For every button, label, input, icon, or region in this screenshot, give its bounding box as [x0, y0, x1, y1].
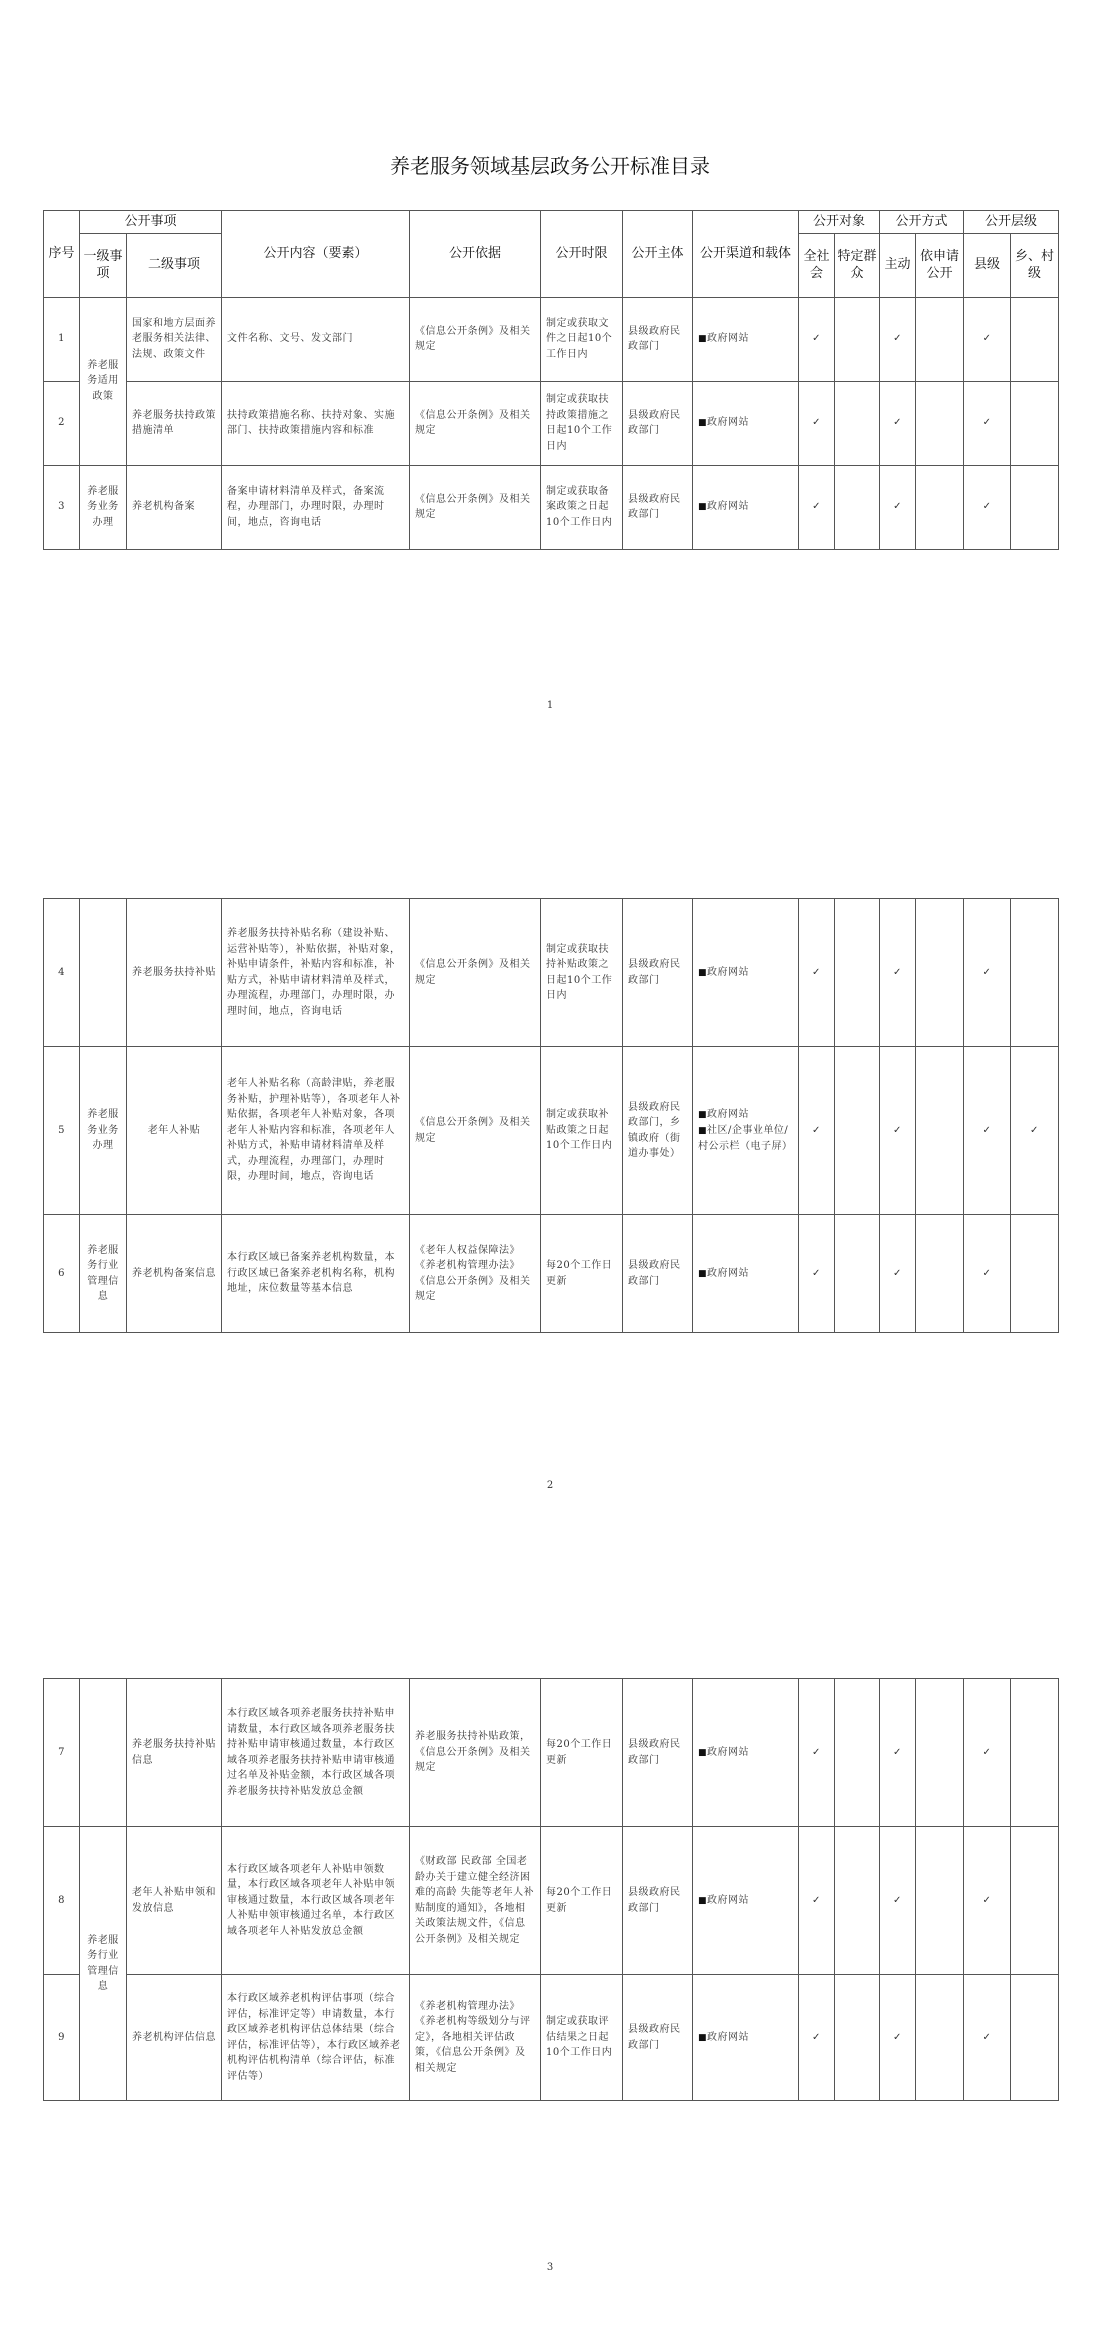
cell-subject: 县级政府民政部门	[623, 1215, 693, 1333]
cell-basis: 养老服务扶持补贴政策，《信息公开条例》及相关规定	[410, 1679, 541, 1827]
header-level2: 二级事项	[127, 233, 222, 297]
check-icon: ✓	[799, 465, 835, 549]
cell-content: 本行政区域养老机构评估事项（综合评估，标准评定等）申请数量，本行政区域养老机构评估总体结果（综合评估，标准评估等），本行政区域养老机构评估机构清单（综合评估，标准评估等）	[222, 1975, 410, 2101]
check-icon: ✓	[880, 1215, 916, 1333]
header-target-group: 公开对象	[799, 211, 880, 234]
cell-level2: 养老服务扶持补贴	[127, 899, 222, 1047]
cell-level1	[80, 899, 127, 1047]
header-subject: 公开主体	[623, 211, 693, 298]
cell-basis: 《财政部 民政部 全国老龄办关于建立健全经济困难的高龄 失能等老年人补贴制度的通知》，各地相关政策法规文件，《信息公开条例》及相关规定	[410, 1827, 541, 1975]
header-content: 公开内容（要素）	[222, 211, 410, 298]
cell-seq: 3	[44, 465, 80, 549]
cell-seq: 1	[44, 297, 80, 381]
square-bullet: ■	[698, 1895, 708, 1906]
check-icon: ✓	[880, 1047, 916, 1215]
cell-seq: 8	[44, 1827, 80, 1975]
check-icon: ✓	[1011, 1047, 1059, 1215]
cell-subject: 县级政府民政部门	[623, 381, 693, 465]
cell-seq: 2	[44, 381, 80, 465]
square-bullet: ■	[698, 1747, 708, 1758]
check-icon: ✓	[880, 297, 916, 381]
header-mode-active: 主动	[880, 233, 916, 297]
cell-subject: 县级政府民政部门	[623, 899, 693, 1047]
header-target-all: 全社会	[799, 233, 835, 297]
cell-level2: 养老机构备案	[127, 465, 222, 549]
square-bullet: ■	[698, 1125, 708, 1136]
check-icon: ✓	[964, 1975, 1011, 2101]
cell-level2: 养老机构备案信息	[127, 1215, 222, 1333]
cell-level1	[80, 1679, 127, 1827]
check-icon: ✓	[799, 1975, 835, 2101]
header-level1: 一级事项	[80, 233, 127, 297]
square-bullet: ■	[698, 418, 708, 429]
cell-level2: 老年人补贴	[127, 1047, 222, 1215]
header-level-township: 乡、村级	[1011, 233, 1059, 297]
check-icon: ✓	[799, 1215, 835, 1333]
cell-content: 养老服务扶持补贴名称（建设补贴、运营补贴等），补贴依据，补贴对象，补贴申请条件，补贴内容和标准，补贴方式，补贴申请材料清单及样式，办理流程，办理部门，办理时限，办理时间，地点，咨询电话	[222, 899, 410, 1047]
cell-level2: 养老服务扶持政策措施清单	[127, 381, 222, 465]
cell-channel: ■政府网站	[693, 899, 799, 1047]
check-icon: ✓	[880, 1679, 916, 1827]
cell-level1: 养老服务适用政策	[80, 297, 127, 465]
cell-channel: ■政府网站	[693, 1827, 799, 1975]
square-bullet: ■	[698, 967, 708, 978]
cell-subject: 县级政府民政部门	[623, 465, 693, 549]
table-row	[44, 1679, 1059, 1827]
header-target-specific: 特定群众	[835, 233, 880, 297]
cell-subject: 县级政府民政部门	[623, 1679, 693, 1827]
square-bullet: ■	[698, 1109, 708, 1120]
cell-seq: 6	[44, 1215, 80, 1333]
cell-basis: 《信息公开条例》及相关规定	[410, 465, 541, 549]
cell-channel: ■政府网站	[693, 465, 799, 549]
check-icon: ✓	[964, 465, 1011, 549]
cell-time-limit: 制定或获取备案政策之日起10个工作日内	[541, 465, 623, 549]
cell-time-limit: 制定或获取补贴政策之日起10个工作日内	[541, 1047, 623, 1215]
square-bullet: ■	[698, 502, 708, 513]
header-time-limit: 公开时限	[541, 211, 623, 298]
cell-content: 老年人补贴名称（高龄津贴，养老服务补贴，护理补贴等），各项老年人补贴依据，各项老年人补贴对象，各项老年人补贴内容和标准，各项老年人补贴方式，补贴申请材料清单及样式，办理流程，办理部门，办理时限，办理时间，地点，咨询电话	[222, 1047, 410, 1215]
header-seq: 序号	[44, 211, 80, 298]
table-row	[44, 1975, 1059, 2101]
cell-time-limit: 制定或获取扶持政策措施之日起10个工作日内	[541, 381, 623, 465]
page-number: 2	[546, 1480, 554, 1491]
check-icon: ✓	[964, 1215, 1011, 1333]
check-icon: ✓	[964, 1047, 1011, 1215]
check-icon: ✓	[880, 1827, 916, 1975]
cell-seq: 9	[44, 1975, 80, 2101]
check-icon: ✓	[964, 297, 1011, 381]
cell-channel: ■政府网站	[693, 1975, 799, 2101]
header-channel: 公开渠道和载体	[693, 211, 799, 298]
cell-seq: 4	[44, 899, 80, 1047]
square-bullet: ■	[698, 1268, 708, 1279]
cell-seq: 7	[44, 1679, 80, 1827]
cell-time-limit: 每20个工作日更新	[541, 1679, 623, 1827]
cell-time-limit: 每20个工作日更新	[541, 1827, 623, 1975]
table-page-3	[43, 1678, 1059, 2101]
cell-content: 本行政区域各项老年人补贴申领数量，本行政区域各项老年人补贴申领审核通过数量，本行政区域各项老年人补贴申领审核通过名单，本行政区域各项老年人补贴发放总金额	[222, 1827, 410, 1975]
header-basis: 公开依据	[410, 211, 541, 298]
cell-level2: 国家和地方层面养老服务相关法律、法规、政策文件	[127, 297, 222, 381]
header-mode-group: 公开方式	[880, 211, 964, 234]
check-icon: ✓	[799, 1047, 835, 1215]
check-icon: ✓	[880, 381, 916, 465]
check-icon: ✓	[799, 1827, 835, 1975]
check-icon: ✓	[799, 381, 835, 465]
table-page-1	[43, 210, 1059, 550]
check-icon: ✓	[880, 465, 916, 549]
check-icon: ✓	[880, 899, 916, 1047]
cell-subject: 县级政府民政部门	[623, 1827, 693, 1975]
check-icon: ✓	[964, 1679, 1011, 1827]
table-row	[44, 381, 1059, 465]
cell-time-limit: 制定或获取文件之日起10个工作日内	[541, 297, 623, 381]
square-bullet: ■	[698, 2032, 708, 2043]
header-level-group: 公开层级	[964, 211, 1059, 234]
table-row	[44, 1215, 1059, 1333]
table-page-2	[43, 898, 1059, 1333]
check-icon: ✓	[964, 1827, 1011, 1975]
cell-content: 文件名称、文号、发文部门	[222, 297, 410, 381]
table-row	[44, 1047, 1059, 1215]
cell-channel: ■政府网站 ■社区/企事业单位/村公示栏（电子屏）	[693, 1047, 799, 1215]
cell-seq: 5	[44, 1047, 80, 1215]
cell-content: 扶持政策措施名称、扶持对象、实施部门、扶持政策措施内容和标准	[222, 381, 410, 465]
check-icon: ✓	[799, 899, 835, 1047]
cell-level2: 老年人补贴申领和发放信息	[127, 1827, 222, 1975]
cell-level1: 养老服务行业管理信息	[80, 1215, 127, 1333]
cell-time-limit: 每20个工作日更新	[541, 1215, 623, 1333]
square-bullet: ■	[698, 334, 708, 345]
table-row	[44, 1827, 1059, 1975]
header-level-county: 县级	[964, 233, 1011, 297]
cell-level1: 养老服务业务办理	[80, 465, 127, 549]
cell-basis: 《信息公开条例》及相关规定	[410, 297, 541, 381]
cell-level2: 养老机构评估信息	[127, 1975, 222, 2101]
check-icon: ✓	[964, 899, 1011, 1047]
cell-subject: 县级政府民政部门	[623, 297, 693, 381]
cell-basis: 《养老机构管理办法》《养老机构等级划分与评定》，各地相关评估政策，《信息公开条例》及相关规定	[410, 1975, 541, 2101]
header-items-group: 公开事项	[80, 211, 222, 234]
cell-basis: 《老年人权益保障法》《养老机构管理办法》《信息公开条例》及相关规定	[410, 1215, 541, 1333]
table-row	[44, 297, 1059, 381]
cell-channel: ■政府网站	[693, 1215, 799, 1333]
check-icon: ✓	[799, 297, 835, 381]
cell-subject: 县级政府民政部门	[623, 1975, 693, 2101]
cell-time-limit: 制定或获取评估结果之日起10个工作日内	[541, 1975, 623, 2101]
cell-basis: 《信息公开条例》及相关规定	[410, 899, 541, 1047]
cell-channel: ■政府网站	[693, 381, 799, 465]
cell-level1: 养老服务行业管理信息	[80, 1827, 127, 2101]
page-number: 3	[546, 2262, 554, 2273]
cell-content: 本行政区域各项养老服务扶持补贴申请数量，本行政区域各项养老服务扶持补贴申请审核通过数量，本行政区域各项养老服务扶持补贴申请审核通过名单及补贴金额，本行政区域各项养老服务扶持补贴发放总金额	[222, 1679, 410, 1827]
cell-channel: ■政府网站	[693, 1679, 799, 1827]
cell-basis: 《信息公开条例》及相关规定	[410, 1047, 541, 1215]
cell-basis: 《信息公开条例》及相关规定	[410, 381, 541, 465]
cell-channel: ■政府网站	[693, 297, 799, 381]
table-row	[44, 465, 1059, 549]
cell-content: 本行政区域已备案养老机构数量，本行政区域已备案养老机构名称，机构地址，床位数量等基本信息	[222, 1215, 410, 1333]
cell-level1: 养老服务业务办理	[80, 1047, 127, 1215]
cell-content: 备案申请材料清单及样式，备案流程，办理部门，办理时限，办理时间，地点，咨询电话	[222, 465, 410, 549]
check-icon: ✓	[964, 381, 1011, 465]
check-icon: ✓	[799, 1679, 835, 1827]
page-number: 1	[546, 700, 554, 711]
table-row	[44, 899, 1059, 1047]
check-icon: ✓	[880, 1975, 916, 2101]
page-title: 养老服务领域基层政务公开标准目录	[390, 154, 710, 178]
cell-level2: 养老服务扶持补贴信息	[127, 1679, 222, 1827]
cell-time-limit: 制定或获取扶持补贴政策之日起10个工作日内	[541, 899, 623, 1047]
header-mode-request: 依申请公开	[916, 233, 964, 297]
cell-subject: 县级政府民政部门，乡镇政府（街道办事处）	[623, 1047, 693, 1215]
